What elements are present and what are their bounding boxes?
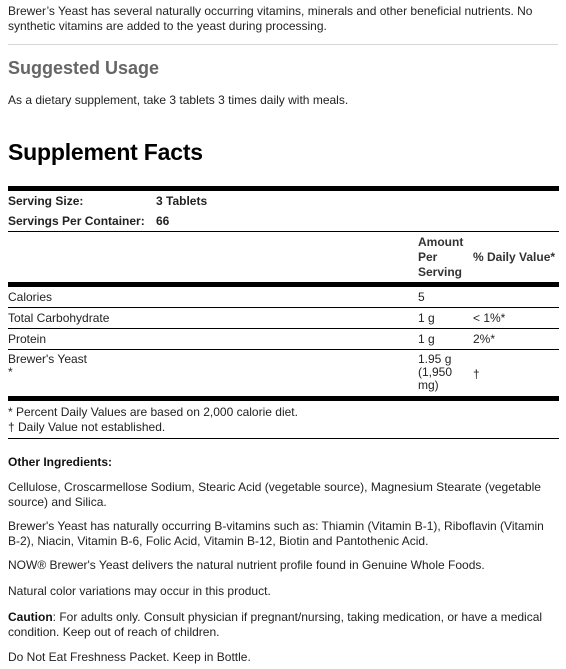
daily-value-header: % Daily Value* — [473, 250, 556, 264]
supplement-facts-title: Supplement Facts — [8, 139, 203, 165]
caution-label: Caution — [8, 610, 53, 624]
nutrient-name: Protein — [8, 332, 47, 346]
b-vitamins-text: Brewer's Yeast has naturally occurring B-vitamins such as: Thiamin (Vitamin B-1), Riboflavin (Vitamin B-2), Niacin, Vitamin B-6, Folic Acid, Vitamin B-12, Biotin and Pantothenic Acid. — [8, 519, 544, 548]
nutrient-amount: 1 g — [418, 311, 435, 325]
footnote-daily-values: * Percent Daily Values are based on 2,000 calorie diet. — [8, 405, 298, 419]
nutrient-name: Total Carbohydrate — [8, 311, 110, 325]
nutrient-amount: 5 — [418, 290, 425, 304]
amount-header-line: Amount — [418, 235, 464, 249]
footnote-not-established: † Daily Value not established. — [8, 420, 166, 434]
nutrient-amount: 1 g — [418, 332, 435, 346]
serving-size-value: 3 Tablets — [156, 194, 208, 208]
nutrient-dv: † — [473, 367, 480, 381]
amount-header-line: Per — [418, 250, 438, 264]
yeast-footnote-mark: * — [8, 365, 13, 379]
caution-body: : For adults only. Consult physician if pregnant/nursing, taking medication, or have a medical condition. Keep out of reach of children. — [8, 610, 543, 639]
nutrient-dv: < 1%* — [473, 311, 506, 325]
servings-per-container-label: Servings Per Container: — [8, 214, 145, 228]
now-brand-text: NOW® Brewer's Yeast delivers the natural nutrient profile found in Genuine Whole Foods. — [8, 558, 485, 572]
supplement-facts-table — [8, 186, 559, 439]
suggested-usage-text: As a dietary supplement, take 3 tablets 3 times daily with meals. — [8, 93, 349, 107]
color-variation-text: Natural color variations may occur in this product. — [8, 584, 271, 598]
nutrient-row-protein — [8, 329, 559, 350]
yeast-amount-line: (1,950 — [418, 365, 453, 379]
section-divider — [8, 44, 558, 45]
nutrient-row-calories — [8, 287, 559, 308]
freshness-packet-text: Do Not Eat Freshness Packet. Keep in Bottle. — [8, 650, 251, 664]
facts-footnotes — [8, 401, 559, 439]
other-ingredients-heading: Other Ingredients: — [8, 455, 113, 469]
nutrient-name: Calories — [8, 290, 53, 304]
yeast-amount-line: mg) — [418, 378, 439, 392]
serving-size-label: Serving Size: — [8, 194, 84, 208]
other-ingredients-text: Cellulose, Croscarmellose Sodium, Stearic Acid (vegetable source), Magnesium Stearate (vegetable source) and Silica. — [8, 480, 541, 509]
suggested-usage-heading: Suggested Usage — [8, 58, 160, 78]
serving-size-row — [8, 191, 559, 211]
facts-header-row — [8, 231, 559, 287]
yeast-name: Brewer's Yeast — [8, 352, 88, 366]
nutrient-name — [8, 350, 418, 379]
nutrient-row-brewers-yeast — [8, 350, 559, 401]
amount-per-serving-header — [418, 232, 473, 282]
amount-header-line: Serving — [418, 265, 463, 279]
yeast-amount-line: 1.95 g — [418, 352, 452, 366]
servings-per-container-value: 66 — [156, 214, 170, 228]
nutrient-amount — [418, 350, 473, 392]
servings-per-container-row — [8, 211, 559, 231]
nutrient-dv: 2%* — [473, 332, 496, 346]
nutrient-row-total-carbohydrate — [8, 308, 559, 329]
caution-text — [8, 610, 558, 640]
intro-paragraph: Brewer’s Yeast has several naturally occurring vitamins, minerals and other beneficial nutrients. No synthetic vitamins are added to the yeast during processing. — [8, 4, 533, 33]
